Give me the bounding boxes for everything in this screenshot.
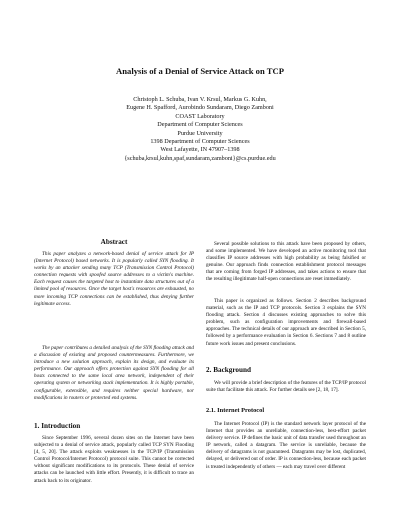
affiliation-lab: COAST Laboratory: [175, 112, 225, 120]
left-column: [34, 238, 194, 484]
internet-protocol-paragraph: The Internet Protocol (IP) is the standard network layer protocol of the Internet that provides an unreliable, connection-less, best-effort packet delivery service. IP defines the basic unit of data transfer used throughout an IP network, called a datagram. The service is unreliable, because the delivery of datagrams is not guaranteed. Datagrams may be lost, duplicated, delayed, or delivered out of order. IP is connection-less, because each packet is treated independently of others — each may travel over different: [206, 421, 366, 470]
introduction-paragraph-1: Since September 1996, several dozen sites on the Internet have been subjected to a denial of service attack, popularly called TCP SYN Flooding [4, 5, 20]. The attack exploits weaknesses in the TCP/IP (Transmission Control Protocol/Internet Protocol) protocol suite. This cannot be corrected without significant modifications to its protocols. These denial of service attacks can be launched with little effort. Presently, it is difficult to trace an attack back to its originator.: [34, 435, 194, 484]
affiliation-department: Department of Computer Sciences: [157, 121, 243, 129]
internet-protocol-heading: 2.1. Internet Protocol: [206, 407, 265, 414]
background-heading: 2. Background: [206, 366, 252, 374]
abstract-paragraph-2: The paper contributes a detailed analysis of the SYN flooding attack and a discussion of existing and proposed countermeasures. Furthermore, we introduce a new solution approach, explain its design, and evaluate its performance. Our approach offers protection against SYN flooding for all hosts connected to the same local area network, independent of their operating system or networking stack implementation. It is highly portable, configurable, extensible, and requires neither special hardware, nor modifications in routers or protected end systems.: [34, 345, 194, 401]
authors-line-1: Christoph L. Schuba, Ivan V. Krsul, Markus G. Kuhn,: [133, 96, 267, 103]
authors-line-2: Eugene H. Spafford, Aurobindo Sundaram, Diego Zamboni: [126, 104, 274, 112]
address-line-1: 1398 Department of Computer Sciences: [150, 138, 250, 146]
background-paragraph: We will provide a brief description of the features of the TCP/IP protocol suite that facilitate this attack. For further details see [2, 18, 17].: [206, 380, 366, 394]
address-line-2: West Lafayette, IN 47907–1398: [160, 146, 240, 154]
abstract-heading: Abstract: [100, 238, 128, 246]
affiliation-university: Purdue University: [177, 129, 223, 137]
author-emails: {schuba,krsul,kuhn,spaf,sundaram,zamboni}@cs.purdue.edu: [124, 154, 276, 162]
paper-title: Analysis of a Denial of Service Attack on TCP: [116, 66, 284, 76]
introduction-heading: 1. Introduction: [34, 422, 81, 430]
author-block: [0, 96, 400, 163]
organization-paragraph: This paper is organized as follows. Section 2 describes background material, such as the IP and TCP protocols. Section 3 explains the SYN flooding attack. Section 4 discusses existing approaches to solve this problem, such as configuration improvements and firewall-based approaches. The technical details of our approach are described in Section 5, followed by a performance evaluation in Section 6. Sections 7 and 8 outline future work issues and present conclusions.: [206, 298, 366, 347]
abstract-paragraph-1: This paper analyzes a network-based denial of service attack for IP (Internet Protocol) based networks. It is popularly called SYN flooding. It works by an attacker sending many TCP (Transmission Control Protocol) connection requests with spoofed source addresses to a victim's machine. Each request causes the targeted host to instantiate data structures out of a limited pool of resources. Once the target host's resources are exhausted, no more incoming TCP connections can be established, thus denying further legitimate access.: [34, 251, 194, 307]
solutions-paragraph: Several possible solutions to this attack have been proposed by others, and some implemented. We have developed an active monitoring tool that classifies IP source addresses with high probability as being falsified or genuine. Our approach finds connection establishment protocol messages that are coming from forged IP addresses, and takes actions to ensure that the resulting illegitimate half-open connections are reset immediately.: [206, 241, 366, 283]
